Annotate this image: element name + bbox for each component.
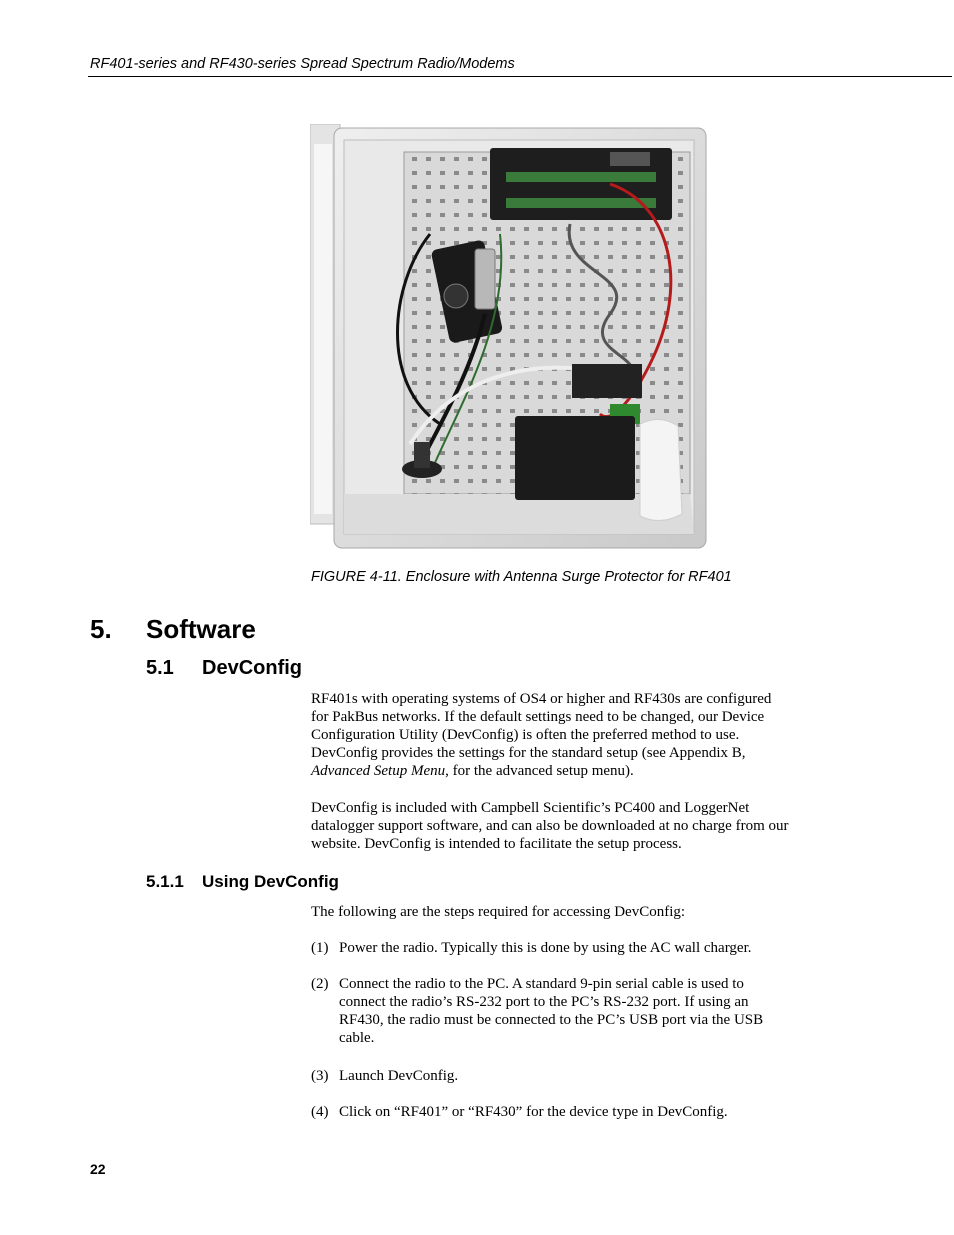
step-item [311,939,816,957]
subsubsection-title: Using DevConfig [202,872,339,891]
page-number: 22 [90,1161,106,1177]
step-item [311,1067,816,1085]
text-line: connect the radio’s RS-232 port to the PC’s RS-232 port. If using an [339,994,749,1010]
text-line: The following are the steps required for accessing DevConfig: [311,904,686,920]
text-line: DevConfig is included with Campbell Scientific’s PC400 and LoggerNet [311,800,750,816]
step-number: (4) [311,1104,329,1120]
enclosure-photo [310,124,708,552]
text-line [311,762,816,780]
step-number: (3) [311,1068,329,1084]
text-line: Connect the radio to the PC. A standard 9-pin serial cable is used to [339,976,744,992]
text-line: DevConfig provides the settings for the standard setup (see Appendix B, [311,745,746,761]
step-item [311,975,816,1047]
figure-caption: FIGURE 4-11. Enclosure with Antenna Surge Protector for RF401 [311,569,732,585]
section-number: 5. [90,614,112,644]
text-line: RF401s with operating systems of OS4 or higher and RF430s are configured [311,691,772,707]
subsection-title: DevConfig [202,657,302,679]
step-item [311,1103,816,1121]
text-line: Click on “RF401” or “RF430” for the device type in DevConfig. [339,1104,728,1120]
text-line: cable. [339,1030,375,1046]
devconfig-paragraph-2 [311,799,816,853]
text-line: Launch DevConfig. [339,1068,459,1084]
section-title: Software [146,614,256,644]
text-fragment: , for the advanced setup menu). [445,763,634,779]
running-header: RF401-series and RF430-series Spread Spectrum Radio/Modems [90,56,515,72]
devconfig-paragraph-1 [311,690,816,780]
subsubsection-number: 5.1.1 [146,872,184,891]
section-heading [90,614,256,645]
step-number: (1) [311,940,329,956]
enclosure-illustration [310,124,708,552]
steps-intro [311,903,816,921]
text-line: RF430, the radio must be connected to the PC’s USB port via the USB [339,1012,764,1028]
appendix-reference: Advanced Setup Menu [311,763,446,779]
subsubsection-heading [146,872,339,892]
subsection-heading [146,657,302,680]
subsection-number: 5.1 [146,657,174,679]
text-line: website. DevConfig is intended to facilitate the setup process. [311,836,682,852]
step-number: (2) [311,976,329,992]
text-line: for PakBus networks. If the default settings need to be changed, our Device [311,709,765,725]
text-line: Power the radio. Typically this is done by using the AC wall charger. [339,940,752,956]
text-line: datalogger support software, and can also be downloaded at no charge from our [311,818,789,834]
text-line: Configuration Utility (DevConfig) is often the preferred method to use. [311,727,740,743]
header-rule [88,76,952,77]
